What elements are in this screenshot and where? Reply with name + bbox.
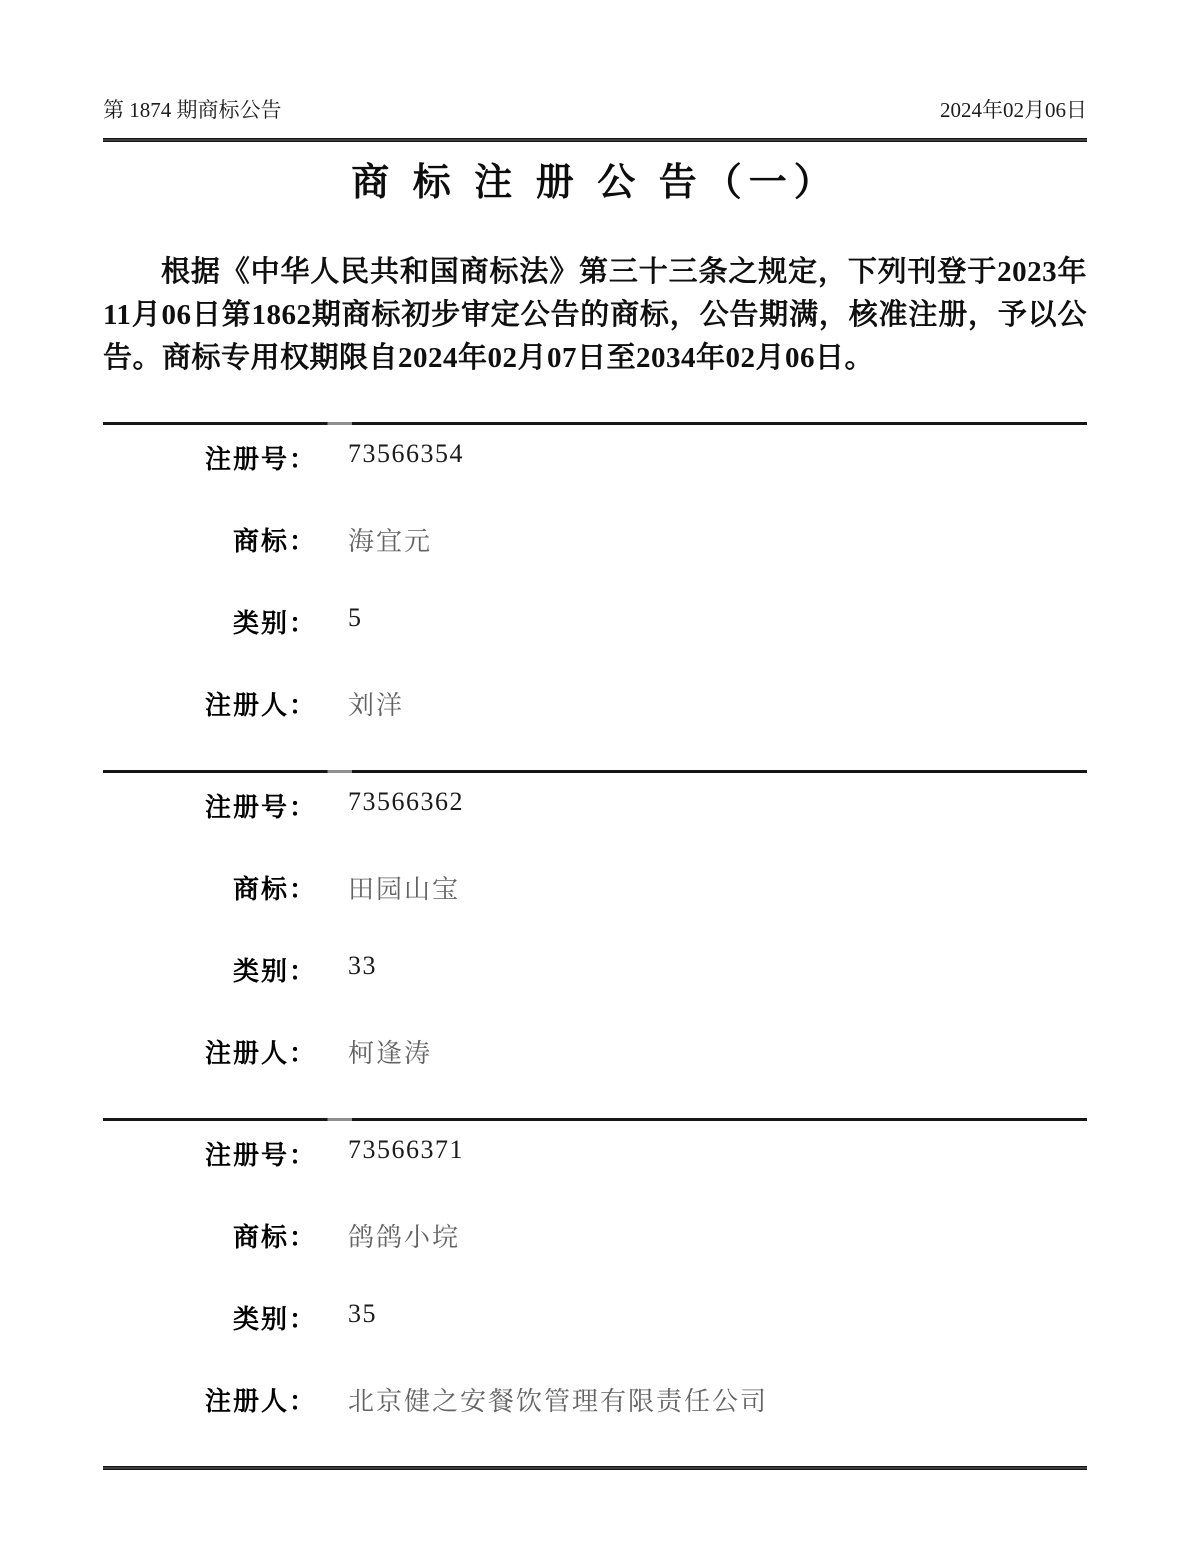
- trademark-entry: [103, 425, 1087, 770]
- field-label-trademark: 商标：: [232, 527, 317, 556]
- field-row-trademark: [103, 869, 1087, 951]
- trademark-entry: [103, 773, 1087, 1118]
- field-row-category: [103, 1299, 1087, 1381]
- field-label-reg-no: 注册号：: [204, 793, 317, 822]
- field-row-reg-no: [103, 1135, 1087, 1217]
- reg-no-value: 73566354: [348, 439, 464, 468]
- trademark-value: 海宜元: [348, 527, 433, 556]
- page-title: 商 标 注 册 公 告（一）: [351, 162, 839, 204]
- intro-paragraph: 根据《中华人民共和国商标法》第三十三条之规定，下列刊登于2023年11月06日第1862期商标初步审定公告的商标，公告期满，核准注册，予以公告。商标专用权期限自2024年02月07日至2034年02月06日。: [103, 256, 1087, 374]
- bottom-rule: [103, 1466, 1087, 1470]
- category-value: 33: [348, 951, 377, 980]
- trademark-value: 鸽鸽小垸: [348, 1223, 461, 1252]
- field-row-reg-no: [103, 439, 1087, 521]
- registrant-value: 柯逢涛: [348, 1039, 433, 1068]
- field-label-reg-no: 注册号：: [204, 445, 317, 474]
- header-rule: [103, 138, 1087, 142]
- page-header: [103, 0, 1087, 124]
- trademark-entry: [103, 1121, 1087, 1466]
- registrant-value: 北京健之安餐饮管理有限责任公司: [348, 1387, 769, 1416]
- field-label-registrant: 注册人：: [204, 1387, 317, 1416]
- field-label-trademark: 商标：: [232, 1223, 317, 1252]
- field-row-trademark: [103, 1217, 1087, 1299]
- field-row-reg-no: [103, 787, 1087, 869]
- category-value: 35: [348, 1299, 377, 1328]
- header-date: 2024年02月06日: [940, 98, 1087, 122]
- field-label-category: 类别：: [232, 957, 317, 986]
- reg-no-value: 73566371: [348, 1135, 464, 1164]
- field-label-registrant: 注册人：: [204, 691, 317, 720]
- field-row-trademark: [103, 521, 1087, 603]
- field-row-category: [103, 951, 1087, 1033]
- field-row-registrant: [103, 1381, 1087, 1463]
- field-label-registrant: 注册人：: [204, 1039, 317, 1068]
- trademark-value: 田园山宝: [348, 875, 461, 904]
- field-label-reg-no: 注册号：: [204, 1141, 317, 1170]
- field-row-registrant: [103, 685, 1087, 767]
- field-label-trademark: 商标：: [232, 875, 317, 904]
- field-row-category: [103, 603, 1087, 685]
- field-label-category: 类别：: [232, 1305, 317, 1334]
- category-value: 5: [348, 603, 363, 632]
- reg-no-value: 73566362: [348, 787, 464, 816]
- field-row-registrant: [103, 1033, 1087, 1115]
- issue-label: 第 1874 期商标公告: [103, 98, 282, 122]
- field-label-category: 类别：: [232, 609, 317, 638]
- registrant-value: 刘洋: [348, 691, 405, 720]
